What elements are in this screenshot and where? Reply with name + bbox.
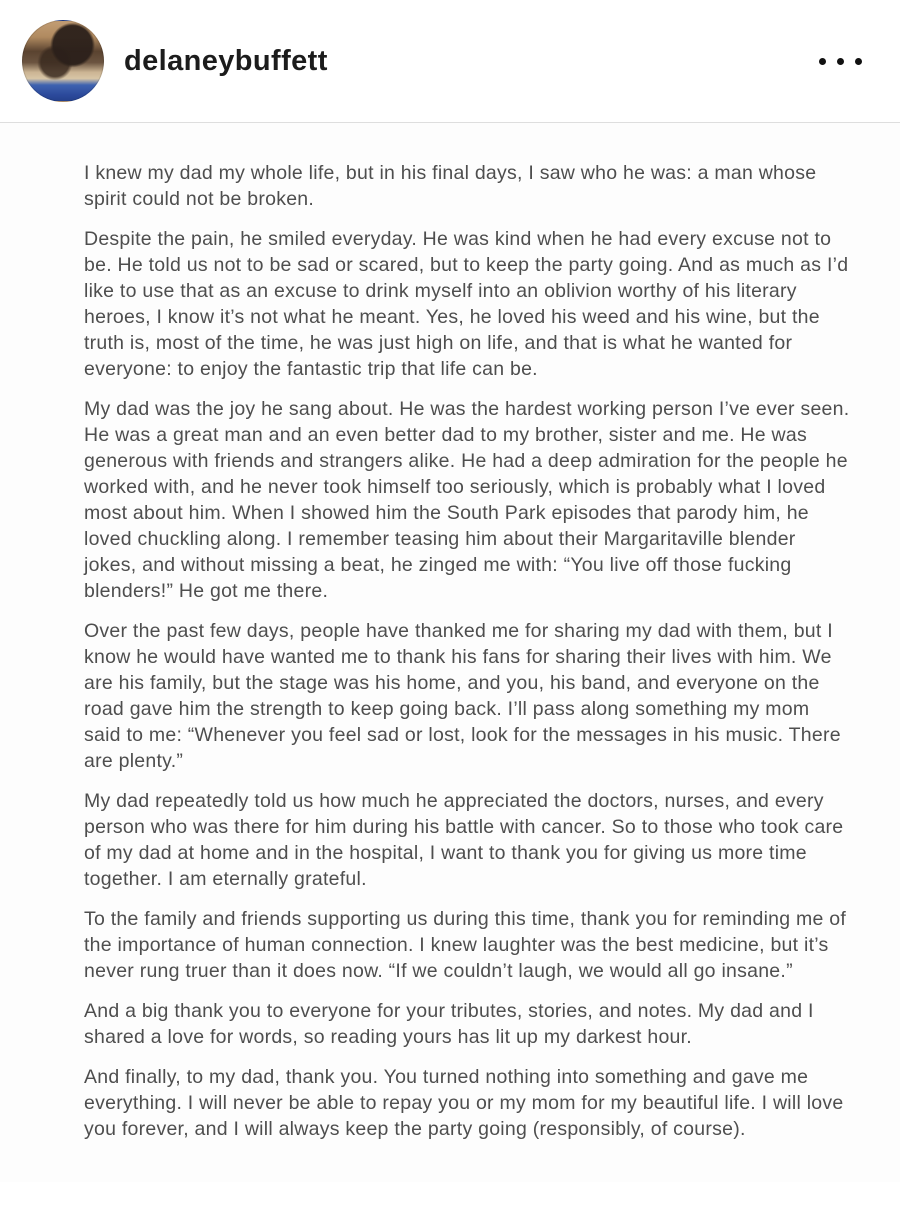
post-paragraph: And finally, to my dad, thank you. You turned nothing into something and gave me everything. I will never be able to repay you or my mom for my beautiful life. I will love you forever, and I will always keep the party going (responsibly, of course). bbox=[84, 1066, 844, 1140]
avatar[interactable] bbox=[22, 20, 104, 102]
post-paragraph: And a big thank you to everyone for your tributes, stories, and notes. My dad and I shared a love for words, so reading yours has lit up my darkest hour. bbox=[84, 1000, 814, 1048]
more-options-button[interactable] bbox=[817, 48, 864, 75]
post-header bbox=[0, 0, 900, 123]
post-paragraph: To the family and friends supporting us during this time, thank you for reminding me of the importance of human connection. I knew laughter was the best medicine, but it’s never rung truer than it does now. “If we couldn’t laugh, we would all go insane.” bbox=[84, 908, 847, 982]
post-paragraph: My dad was the joy he sang about. He was the hardest working person I’ve ever seen. He was a great man and an even better dad to my brother, sister and me. He was generous with friends and strangers alike. He had a deep admiration for the people he worked with, and he never took himself too seriously, which is probably what I loved most about him. When I showed him the South Park episodes that parody him, he loved chuckling along. I remember teasing him about their Margaritaville blender jokes, and without missing a beat, he zinged me with: “You live off those fucking blenders!” He got me there. bbox=[84, 398, 850, 602]
ellipsis-icon bbox=[855, 58, 862, 65]
post-paragraph: Despite the pain, he smiled everyday. He was kind when he had every excuse not to be. He told us not to be sad or scared, but to keep the party going. And as much as I’d like to use that as an excuse to drink myself into an oblivion worthy of his literary heroes, I know it’s not what he meant. Yes, he loved his weed and his wine, but the truth is, most of the time, he was just high on life, and that is what he wanted for everyone: to enjoy the fantastic trip that life can be. bbox=[84, 228, 849, 380]
post-paragraph: Over the past few days, people have thanked me for sharing my dad with them, but I know he would have wanted me to thank his fans for sharing their lives with him. We are his family, but the stage was his home, and you, his band, and everyone on the road gave him the strength to keep going back. I’ll pass along something my mom said to me: “Whenever you feel sad or lost, look for the messages in his music. There are plenty.” bbox=[84, 620, 841, 772]
post-text-image bbox=[0, 123, 900, 1182]
ellipsis-icon bbox=[819, 58, 826, 65]
username[interactable]: delaneybuffett bbox=[124, 44, 328, 77]
post-paragraph: My dad repeatedly told us how much he appreciated the doctors, nurses, and every person who was there for him during his battle with cancer. So to those who took care of my dad at home and in the hospital, I want to thank you for giving us more time together. I am eternally grateful. bbox=[84, 790, 844, 890]
ellipsis-icon bbox=[837, 58, 844, 65]
post-paragraph: I knew my dad my whole life, but in his final days, I saw who he was: a man whose spirit could not be broken. bbox=[84, 162, 817, 210]
